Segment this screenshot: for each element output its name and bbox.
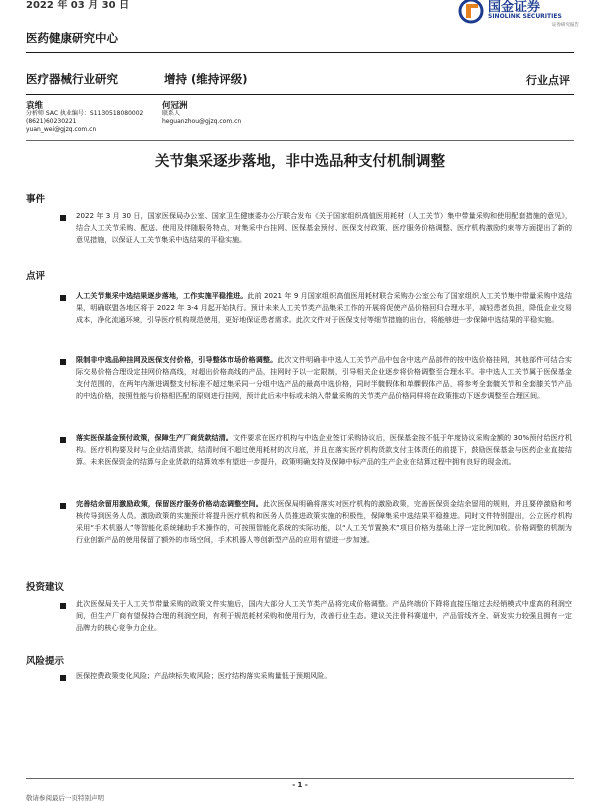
- bullet: [60, 503, 66, 509]
- report-title: 关节集采逐步落地，非中选品种支付机制调整: [155, 154, 445, 170]
- author-phone: (8621)60230221: [26, 118, 77, 125]
- event-paragraph: 2022 年 3 月 30 日，国家医保局办公室、国家卫生健康委办公厅联合发布《关于国家组织高值医用耗材（人工关节）集中带量采购和使用配套措施的意见》，结合人工关节采购、配送、使用及伴随服务特点，对集采中台挂网、医保基金预付、医保支付政策、医疗服务价格调整、医疗机构激励约束等方面提出了新的意见措施，以保证人工关节集采中选结果的平稳实施。: [76, 211, 572, 244]
- logo-name-cn: 国金证券: [488, 0, 541, 15]
- author-block: [26, 102, 143, 134]
- comment-text: 此前 2021 年 9 月国家组织高值医用耗材联合采购办公室公布了国家组织人工关节集中带量采购中选结果，明确联盟各地区将于 2022 年 3-4 月起开始执行。预计未来人工关节类产品集采工作的开展将促使产品价格回归合理水平，减轻患者负担，降低企业交易成本，净化流通环境，引导医疗机构规范使用，更好地保证患者需求。此次文件对于医保支付等细节措施的出台，将能够进一步保障中选结果的平稳实施。: [76, 291, 572, 324]
- section-heading-event: 事件: [26, 194, 46, 205]
- logo-mark-icon: [458, 0, 484, 24]
- section-heading-comment: 点评: [26, 271, 46, 282]
- logo-name-en: SINOLINK SECURITIES: [488, 13, 562, 20]
- investment-paragraph: 此次医保局关于人工关节带量采购的政策文件实施后，国内大部分人工关节类产品将完成价格调整。产品终端价下降将直接压缩过去经销模式中虚高的利润空间，但生产厂商有望保持合理的利润空间，有利于规范耗材采购和使用行为，改善行业生态。建议关注骨科赛道中，产品管线齐全、研发实力较强且拥有一定品牌力的核心竞争力企业。: [76, 599, 572, 632]
- author-email: heguanzhou@gjzq.com.cn: [162, 118, 242, 125]
- bullet: [60, 295, 66, 301]
- report-type: 行业点评: [526, 74, 570, 87]
- risk-paragraph: 医保控费政策变化风险；产品续标失败风险；医疗结构落实采购量低于预期风险。: [76, 671, 332, 680]
- author-email: yuan_wei@gjzq.com.cn: [26, 126, 97, 133]
- author-name: 何冠洲: [162, 101, 188, 111]
- report-date: 2022 年 03 月 30 日: [26, 0, 130, 11]
- author-role: 分析师 SAC 执业编号：S1130518080002: [26, 110, 144, 117]
- section-heading-risk: 风险提示: [26, 656, 65, 667]
- comment-paragraph: [76, 432, 572, 492]
- bullet: [60, 437, 66, 443]
- section-heading-investment: 投资建议: [26, 582, 65, 593]
- comment-paragraph: [76, 290, 572, 350]
- industry-title: 医疗器械行业研究: [26, 72, 118, 86]
- company-logo: [458, 0, 600, 30]
- comment-lead: 限制非中选品种挂网及医保支付价格，引导整体市场价格调整。: [76, 355, 278, 364]
- comment-text: 此次医保局明确将落实对医疗机构的激励政策，完善医保资金结余留用的规则，并且要停激励和考核传导到医务人员。激励政策的实施预计将提升医疗机构和医务人员推进政策实施的积极性，保障集采中选结果平稳推进。同时文件特别提出，公立医疗机构采用“手术机器人”等智能化系统辅助手术操作的，可按照智能化系统的实际功能，以“人工关节置换术”项目价格为基础上浮一定比例加收。价格调整的机制为行业创新产品的使用保留了额外的市场空间，手术机器人等创新型产品的应用有望进一步加速。: [76, 499, 572, 544]
- comment-lead: 完善结余留用激励政策，保留医疗服务价格动态调整空间。: [76, 499, 263, 508]
- comment-paragraph: [76, 498, 572, 570]
- bullet: [60, 603, 66, 609]
- comment-text: 此次文件明确非中选人工关节产品中包含中选产品部件的按中选价格挂网，其他部件可结合实际交易价格合理设定挂网价格高线，对超出价格高线的产品，挂网时予以一定限制，引导相关企业逐步将价格调整至合理水平。非中选人工关节属于医保基金支付范围的，在两年内渐进调整支付标准不超过集采同一分组中选产品的最高中选价格，同时半髋假体和单髁假体产品，将参考全套髋关节和全套膝关节产品的中选价格，按照性能与价格相匹配的原则进行挂网，预计此后未中标或未纳入带量采购的关节类产品价格同样将在政策推动下逐步调整至合理区间。: [76, 355, 572, 400]
- logo-subtitle: 证券研究报告: [552, 23, 579, 28]
- bullet: [60, 215, 66, 221]
- author-role: 联系人: [162, 110, 181, 117]
- comment-lead: 人工关节集采中选结果逐步落地，工作实施平稳推进。: [76, 291, 248, 300]
- author-divider: [26, 140, 574, 141]
- page-number: - 1 -: [292, 781, 308, 789]
- comment-paragraph: [76, 354, 572, 426]
- footer-divider: [26, 778, 574, 779]
- comment-text: 文件要求在医疗机构与中选企业签订采购协议后，医保基金按不低于年度协议采购金额的 30%预付给医疗机构。医疗机构要及时与企业结清货款，结清时间不超过使用耗材的次月底，并且在落实医疗机构货款支付主体责任的前提下，鼓励医保基金与医药企业直接结算。未来医保资金的结算与企业货款的结算效率有望进一步提升，政策明确支持及保障中标产品的生产企业在结算过程中拥有良好的现金流。: [76, 433, 572, 466]
- bullet: [60, 675, 66, 681]
- header-divider: [26, 52, 574, 53]
- rating: 增持 (维持评级): [164, 72, 248, 86]
- author-block: [162, 102, 241, 126]
- header-divider-2: [26, 94, 574, 95]
- research-center: 医药健康研究中心: [26, 31, 118, 45]
- footer-note: 敬请参阅最后一页特别声明: [26, 794, 104, 802]
- author-name: 袁维: [26, 101, 44, 111]
- comment-lead: 落实医保基金预付政策，保障生产厂商货款结清。: [76, 433, 233, 442]
- bullet: [60, 359, 66, 365]
